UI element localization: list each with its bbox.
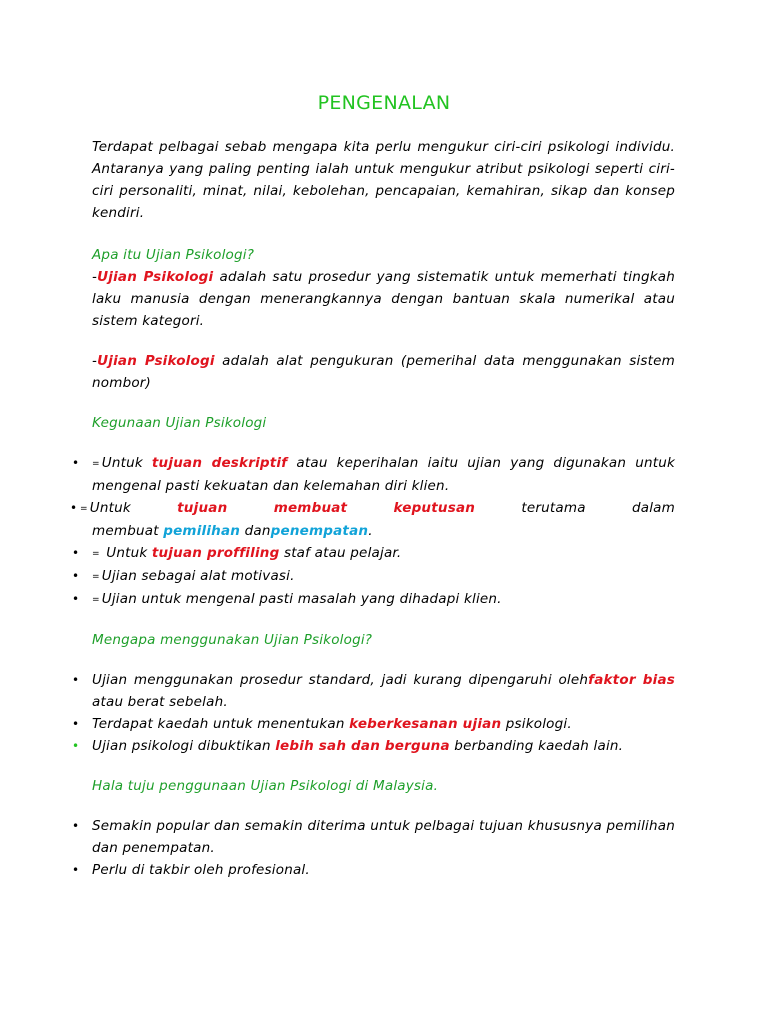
section-heading-hala-tuju: Hala tuju penggunaan Ujian Psikologi di Malaysia. (92, 778, 439, 794)
item-text: dan (240, 523, 271, 539)
item-text: terutama dalam (475, 500, 675, 516)
list-item (72, 542, 675, 565)
marker-glyph: = (92, 572, 100, 582)
section-heading-kegunaan: Kegunaan Ujian Psikologi (92, 415, 267, 431)
definition-paragraph-1 (92, 266, 675, 332)
item-text: Ujian sebagai alat motivasi. (101, 568, 295, 584)
item-text: Terdapat kaedah untuk menentukan (92, 716, 350, 732)
list-item (72, 588, 675, 611)
emphasis-term: keputusan (393, 500, 476, 516)
emphasis-term: Ujian Psikologi (97, 353, 215, 369)
paragraph-text: adalah alat pengukuran (pemerihal data menggunakan sistem nombor) (92, 353, 675, 391)
list-item (72, 859, 675, 881)
bullet-icon: • (72, 546, 80, 560)
bullet-icon: • (72, 717, 80, 731)
paragraph-text: adalah satu prosedur yang sistematik untuk memerhati tingkah laku manusia dengan menerangkannya dengan bantuan skala numerikal atau sistem kategori. (92, 269, 676, 329)
list-item (72, 669, 675, 713)
list-item (72, 713, 675, 735)
bullet-icon: • (72, 819, 80, 833)
emphasis-term: lebih sah dan berguna (275, 738, 450, 754)
document-body (70, 136, 676, 881)
emphasis-term: Ujian Psikologi (97, 269, 214, 285)
item-text: Semakin popular dan semakin diterima untuk pelbagai tujuan khususnya pemilihan dan penempatan. (92, 818, 675, 856)
item-text: Ujian untuk mengenal pasti masalah yang dihadapi klien. (101, 591, 502, 607)
emphasis-term: faktor bias (588, 672, 675, 688)
emphasis-term: tujuan deskriptif (151, 455, 288, 471)
intro-paragraph: Terdapat pelbagai sebab mengapa kita perlu mengukur ciri-ciri psikologi individu. Antaranya yang paling penting ialah untuk mengukur atribut psikologi seperti ciri-ciri personaliti, minat, nilai, kebolehan, pencapaian, kemahiran, sikap dan konsep kendiri. (92, 139, 675, 221)
marker-glyph: = (92, 595, 100, 605)
highlight-term: pemilihan (163, 523, 241, 539)
marker-glyph: = (80, 504, 88, 514)
section-heading-mengapa: Mengapa menggunakan Ujian Psikologi? (92, 632, 373, 648)
bullet-icon: • (70, 501, 78, 515)
item-text: Ujian psikologi dibuktikan (92, 738, 276, 754)
section-heading-apa-itu: Apa itu Ujian Psikologi? (92, 247, 255, 263)
item-text: . (368, 523, 373, 539)
item-text: membuat (92, 523, 164, 539)
hala-tuju-list (72, 815, 675, 881)
item-text: berbanding kaedah lain. (449, 738, 624, 754)
space (347, 500, 393, 516)
marker-glyph: = (92, 549, 100, 559)
mengapa-list (72, 669, 675, 757)
emphasis-term: tujuan proffiling (151, 545, 280, 561)
item-text: Perlu di takbir oleh profesional. (92, 862, 310, 878)
bullet-icon: • (72, 592, 80, 606)
page-title: PENGENALAN (317, 92, 451, 114)
item-text: Ujian menggunakan prosedur standard, jadi kurang dipengaruhi oleh (92, 672, 589, 688)
bullet-icon: • (72, 863, 80, 877)
highlight-term: penempatan (270, 523, 369, 539)
space (227, 500, 273, 516)
dash-prefix: - (92, 269, 98, 285)
list-item (72, 735, 675, 757)
list-item (72, 565, 675, 588)
item-text: Untuk (101, 455, 152, 471)
marker-glyph: = (92, 459, 100, 469)
item-text: atau berat sebelah. (92, 694, 228, 710)
bullet-icon: • (72, 456, 80, 470)
list-item (72, 452, 675, 497)
item-text: staf atau pelajar. (279, 545, 402, 561)
emphasis-term: membuat (273, 500, 348, 516)
item-text: Untuk (89, 500, 178, 516)
bullet-icon: • (72, 673, 80, 687)
emphasis-term: tujuan (177, 500, 228, 516)
item-text: atau keperihalan iaitu ujian yang digunakan untuk mengenal pasti kekuatan dan kelemahan diri klien. (92, 455, 675, 494)
kegunaan-list (70, 452, 675, 611)
item-text: psikologi. (501, 716, 572, 732)
bullet-icon: • (72, 569, 80, 583)
list-item (70, 497, 675, 542)
emphasis-term: keberkesanan ujian (349, 716, 502, 732)
list-item (72, 815, 675, 859)
definition-paragraph-2 (92, 350, 675, 394)
item-text: Untuk (101, 545, 152, 561)
bullet-icon: • (72, 739, 80, 753)
dash-prefix: - (92, 353, 98, 369)
